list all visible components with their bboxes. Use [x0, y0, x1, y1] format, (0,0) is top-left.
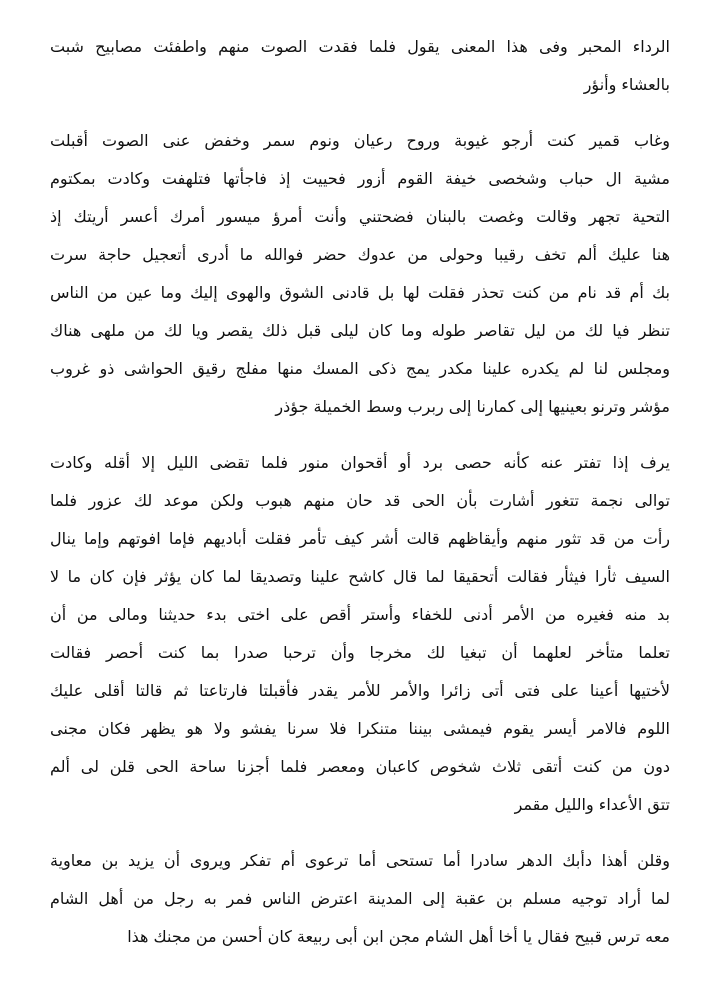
text-line: تتق الأعداء والليل مقمر: [514, 795, 670, 814]
text-line: لأختيها أعينا على فتى أتى زائرا والأمر للأمر يقدر فأقبلتا فارتاعتا ثم قالتا أقلى عليك: [50, 681, 670, 700]
text-line: بك أم قد نام من كنت تحذر فقلت لها بل قادنى الشوق والهوى إليك وما عين من الناس: [50, 283, 670, 302]
paragraph: [50, 842, 670, 956]
text-line: تعلما متأخر لعلهما أن تبغيا لك مخرجا وأن ترحبا صدرا بما كنت أحصر فقالت: [50, 643, 670, 662]
text-line: مؤشر وترنو بعينيها إلى كمارنا إلى ربرب وسط الخميلة جؤذر: [275, 397, 670, 416]
text-line: السيف ثأرا فيثأر فقالت أتحقيقا لما قال كاشح علينا وتصديقا لما كان يؤثر فإن كان ما لا: [50, 567, 670, 586]
document-page: [50, 28, 670, 956]
paragraph-gap: [50, 426, 670, 444]
text-line: دون من كنت أتقى ثلاث شخوص كاعبان ومعصر فلما أجزنا ساحة الحى قلن لى ألم: [50, 757, 670, 776]
text-line: لما أراد توجيه مسلم بن عقبة إلى المدينة اعترض الناس فمر به رجل من أهل الشام: [50, 889, 670, 908]
text-line: وقلن أهذا دأبك الدهر سادرا أما تستحى أما ترعوى أم تفكر ويروى أن يزيد بن معاوية: [50, 851, 670, 870]
paragraph: [50, 28, 670, 104]
paragraph: [50, 122, 670, 426]
text-line: بالعشاء وأنؤر: [583, 75, 670, 94]
text-line: توالى نجمة تتغور أشارت بأن الحى قد حان منهم هبوب ولكن موعد لك عزور فلما: [50, 491, 670, 510]
text-line: معه ترس قبيح فقال يا أخا أهل الشام مجن ابن أبى ربيعة كان أحسن من مجنك هذا: [127, 927, 670, 946]
text-line: وغاب قمير كنت أرجو غيوبة وروح رعيان ونوم سمر وخفض عنى الصوت أقبلت: [50, 131, 670, 150]
paragraph: [50, 444, 670, 824]
text-line: هنا عليك ألم تخف رقيبا وحولى من عدوك حضر فوالله ما أدرى أتعجيل حاجة سرت: [50, 245, 670, 264]
text-line: تنظر فيا لك من ليل تقاصر طوله وما كان ليلى قبل ذلك يقصر ويا لك من ملهى هناك: [50, 321, 670, 340]
text-line: مشية ال حباب وشخصى خيفة القوم أزور فحييت إذ فاجأتها فتلهفت وكادت بمكتوم: [50, 169, 670, 188]
text-line: اللوم فالامر أيسر يقوم فيمشى بيننا متنكرا فلا سرنا يفشو ولا هو يظهر فكان مجنى: [50, 719, 670, 738]
text-line: التحية تجهر وقالت وغصت بالبنان فضحتني وأنت أمرؤ ميسور أمرك أعسر أريتك إذ: [50, 207, 670, 226]
text-line: رأت من قد تثور منهم وأيقاظهم قالت أشر كيف تأمر فقلت أباديهم فإما افوتهم وإما ينال: [50, 529, 670, 548]
paragraph-gap: [50, 104, 670, 122]
text-line: ومجلس لنا لم يكدره علينا مكدر يمج ذكى المسك منها مفلج رقيق الحواشى ذو غروب: [50, 359, 670, 378]
text-line: يرف إذا تفتر عنه كأنه حصى برد أو أقحوان منور فلما تقضى الليل إلا أقله وكادت: [50, 453, 670, 472]
paragraph-gap: [50, 824, 670, 842]
text-line: الرداء المحبر وفى هذا المعنى يقول فلما فقدت الصوت منهم واطفئت مصابيح شبت: [50, 37, 670, 56]
text-line: بد منه فغيره من الأمر أدنى للخفاء وأستر أقص على اختى بدء حديثنا ومالى من أن: [50, 605, 670, 624]
